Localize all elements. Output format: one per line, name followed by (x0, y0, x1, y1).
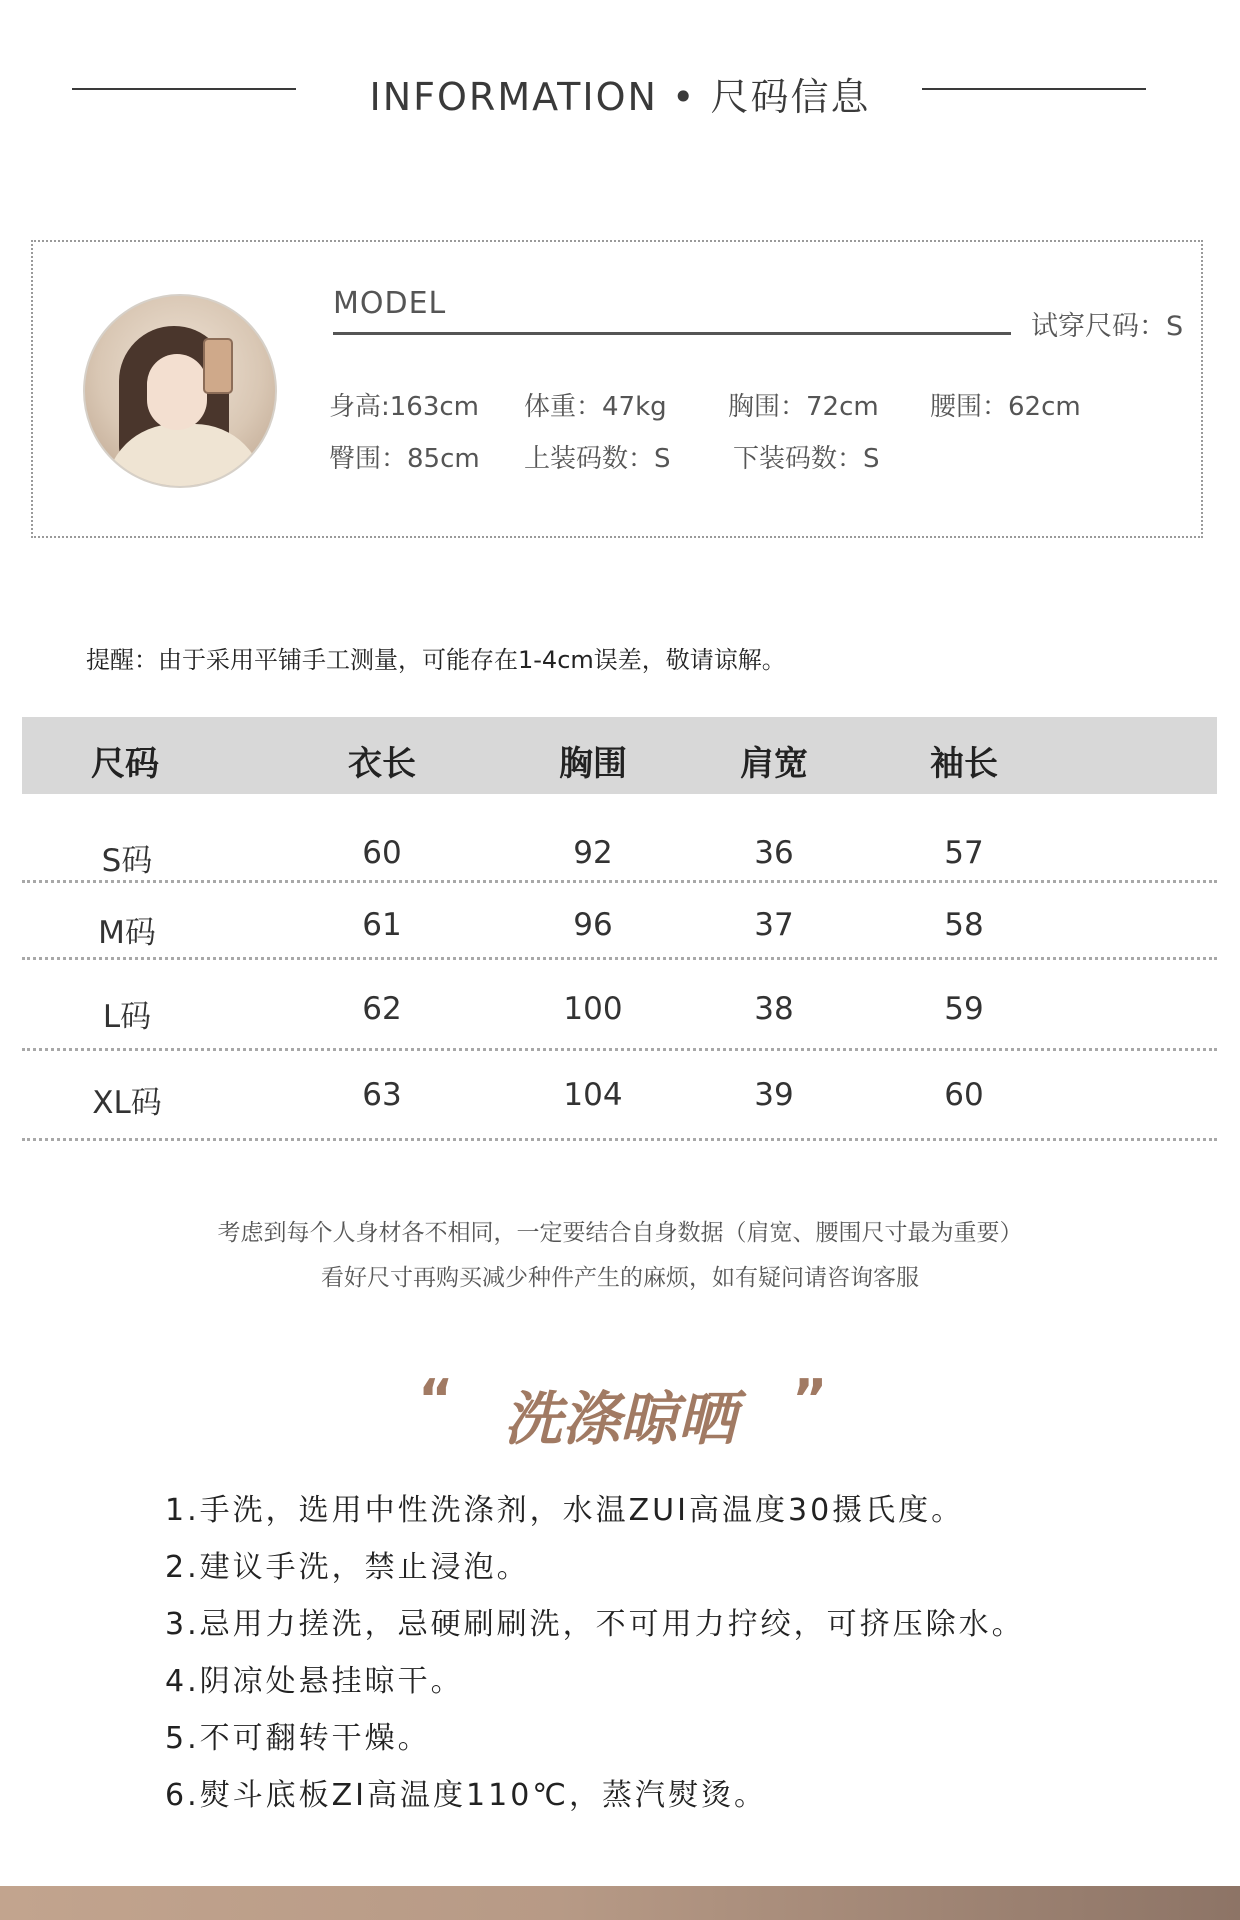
model-stat-bust: 胸围：72cm (728, 392, 879, 422)
table-cell: 62 (362, 991, 402, 1027)
table-cell: XL码 (92, 1085, 162, 1121)
row-divider (22, 957, 1217, 960)
care-instruction: 6.熨斗底板ZI高温度110℃，蒸汽熨烫。 (165, 1778, 767, 1813)
table-cell: 37 (754, 907, 794, 943)
table-cell: M码 (98, 915, 156, 951)
next-section-banner (0, 1886, 1240, 1920)
model-stat-weight: 体重：47kg (524, 392, 667, 422)
table-header-sleeve: 袖长 (930, 744, 998, 784)
table-header-length: 衣长 (348, 744, 416, 784)
measurement-notice: 提醒：由于采用平铺手工测量，可能存在1-4cm误差，敬请谅解。 (86, 646, 786, 674)
care-instruction: 4.阴凉处悬挂晾干。 (165, 1664, 464, 1699)
table-cell: 92 (573, 835, 613, 871)
table-header-bust: 胸围 (559, 744, 627, 784)
table-cell: 61 (362, 907, 402, 943)
open-quote-mark: “ (418, 1368, 454, 1431)
model-stat-hip: 臀围：85cm (329, 444, 480, 474)
table-header-shoulder: 肩宽 (740, 744, 808, 784)
table-cell: 57 (944, 835, 984, 871)
table-cell: L码 (102, 999, 152, 1035)
model-stat-height: 身高:163cm (329, 392, 480, 422)
care-instruction: 3.忌用力搓洗，忌硬刷刷洗，不可用力拧绞，可挤压除水。 (165, 1607, 1025, 1642)
table-cell: 58 (944, 907, 984, 943)
table-cell: 38 (754, 991, 794, 1027)
model-avatar (83, 294, 277, 488)
tryon-size: 试穿尺码：S (1031, 311, 1184, 342)
table-cell: 59 (944, 991, 984, 1027)
close-quote-mark: ” (792, 1368, 828, 1431)
table-cell: 100 (563, 991, 623, 1027)
model-card (31, 240, 1203, 538)
table-cell: 60 (362, 835, 402, 871)
table-cell: 39 (754, 1077, 794, 1113)
care-instruction: 2.建议手洗，禁止浸泡。 (165, 1550, 530, 1585)
model-stat-top-size: 上装码数：S (524, 444, 671, 474)
care-instruction: 5.不可翻转干燥。 (165, 1721, 431, 1756)
row-divider (22, 1138, 1217, 1141)
table-cell: 63 (362, 1077, 402, 1113)
model-label: MODEL (333, 286, 447, 321)
size-advice-line-2: 看好尺寸再购买减少种件产生的麻烦，如有疑问请咨询客服 (321, 1265, 919, 1291)
table-cell: S码 (101, 843, 153, 879)
table-cell: 60 (944, 1077, 984, 1113)
table-cell: 36 (754, 835, 794, 871)
model-underline (333, 332, 1011, 335)
care-instruction: 1.手洗，选用中性洗涤剂，水温ZUI高温度30摄氏度。 (165, 1493, 965, 1528)
row-divider (22, 880, 1217, 883)
size-advice-line-1: 考虑到每个人身材各不相同，一定要结合自身数据（肩宽、腰围尺寸最为重要） (217, 1220, 1023, 1246)
table-cell: 96 (573, 907, 613, 943)
section-title: INFORMATION • 尺码信息 (369, 75, 871, 119)
care-title: 洗涤晾晒 (503, 1385, 736, 1453)
table-header-size: 尺码 (91, 744, 159, 784)
row-divider (22, 1048, 1217, 1051)
model-stat-waist: 腰围：62cm (930, 392, 1081, 422)
model-stat-bottom-size: 下装码数：S (733, 444, 880, 474)
table-cell: 104 (563, 1077, 623, 1113)
header-rule-right (922, 88, 1146, 90)
